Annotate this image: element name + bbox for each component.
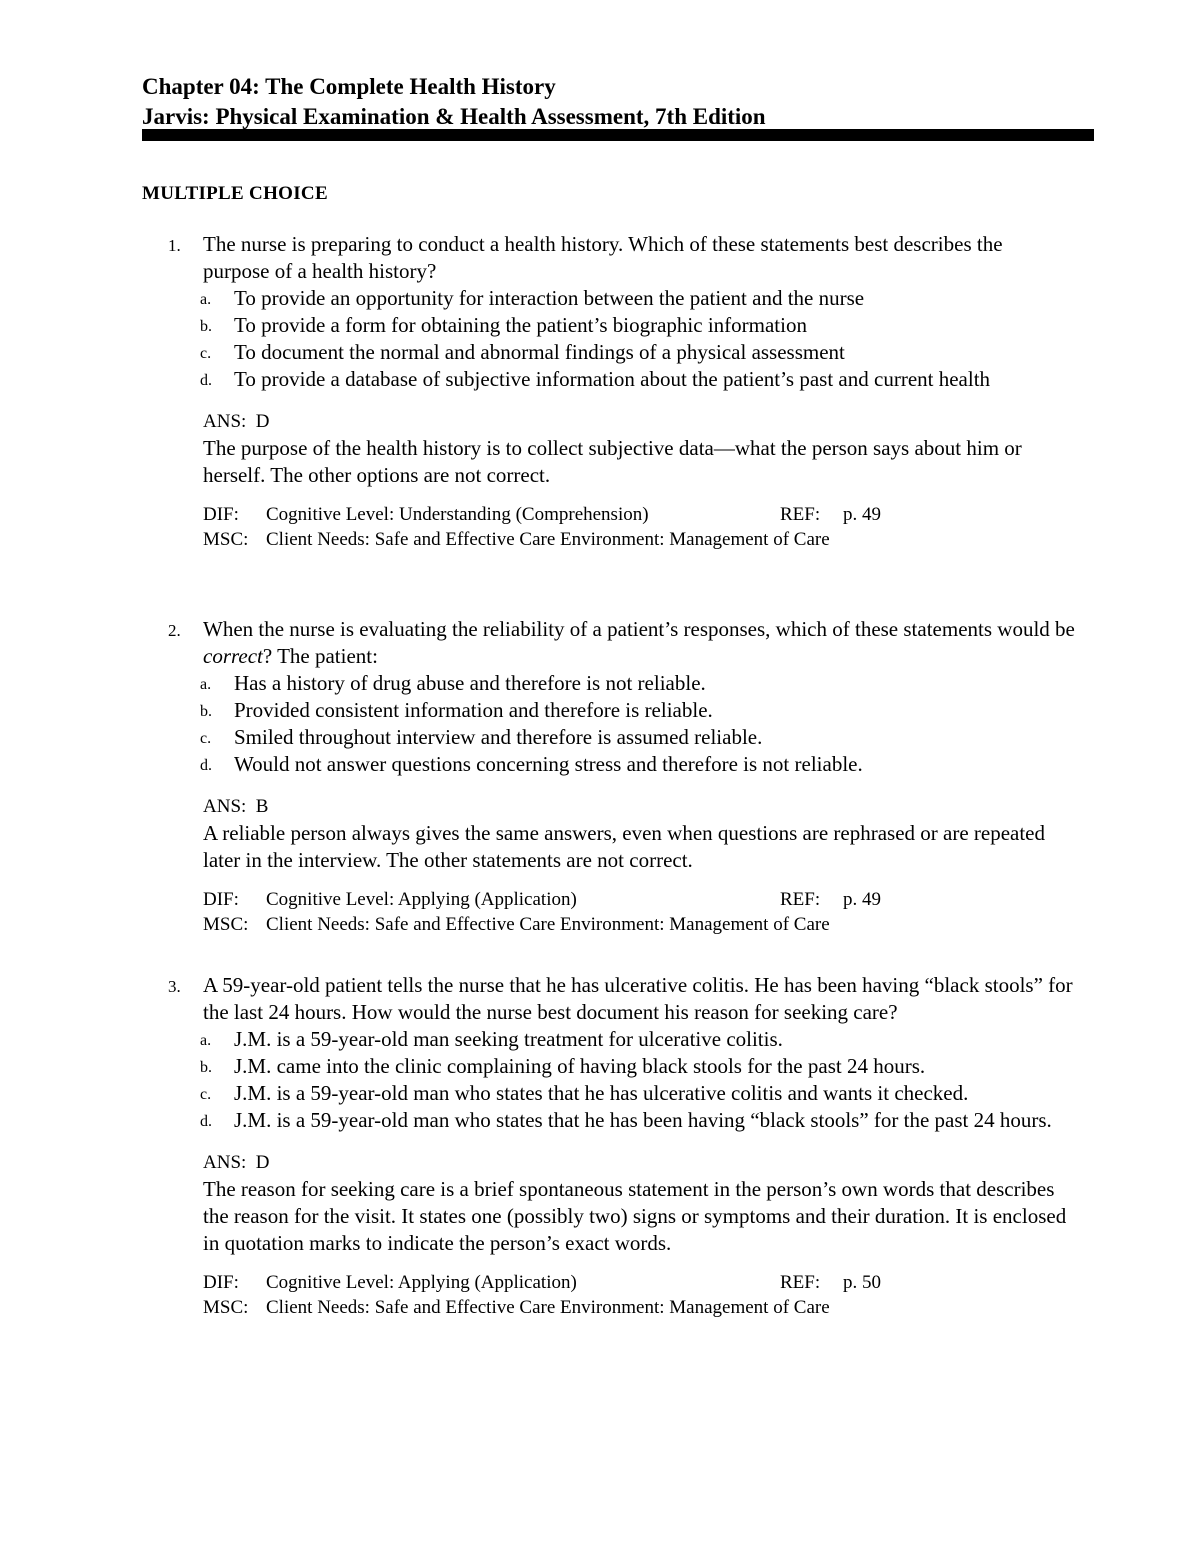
option-c: [142, 1080, 974, 1107]
option-letter: c.: [200, 345, 212, 362]
option-text: J.M. is a 59-year-old man seeking treatment for ulcerative colitis.: [234, 1027, 783, 1051]
option-text: To provide a database of subjective information about the patient’s past and current health: [234, 367, 991, 391]
option-letter: c.: [200, 1086, 212, 1103]
question-text: The nurse is preparing to conduct a health history. Which of these statements best describes the purpose of a health history?: [203, 232, 1003, 283]
answer-label: ANS:: [203, 1152, 247, 1173]
question-text-end: ? The patient:: [262, 644, 378, 668]
question-1: [142, 231, 1102, 552]
question-text-emphasis: correct: [203, 644, 263, 668]
section-title: MULTIPLE CHOICE: [142, 183, 328, 204]
option-letter: a.: [200, 676, 212, 693]
option-letter: d.: [200, 1113, 212, 1130]
option-text: J.M. is a 59-year-old man who states that he has ulcerative colitis and wants it checked.: [234, 1081, 969, 1105]
question-text: A 59-year-old patient tells the nurse that he has ulcerative colitis. He has been having “black stools” for the last 24 hours. How would the nurse best document his reason for seeking care?: [203, 973, 1073, 1024]
ref-value: p. 49: [843, 504, 881, 525]
answer-line: [142, 1149, 1102, 1176]
option-a: [142, 1026, 1102, 1053]
options-list: [142, 1026, 1102, 1134]
option-text: J.M. came into the clinic complaining of having black stools for the past 24 hours.: [234, 1054, 926, 1078]
option-letter: a.: [200, 291, 212, 308]
msc-value: Client Needs: Safe and Effective Care Environment: Management of Care: [266, 529, 830, 550]
option-c: [142, 724, 1102, 751]
option-text: Provided consistent information and therefore is reliable.: [234, 698, 713, 722]
answer-label: ANS:: [203, 796, 247, 817]
option-letter: d.: [200, 372, 212, 389]
ref-label: REF:: [780, 504, 821, 525]
chapter-title: Chapter 04: The Complete Health History: [142, 74, 556, 99]
header-rule: [142, 129, 1094, 141]
question-number: 3.: [168, 977, 181, 996]
ref-value: p. 49: [843, 889, 881, 910]
option-letter: d.: [200, 757, 212, 774]
msc-value: Client Needs: Safe and Effective Care Environment: Management of Care: [266, 1297, 830, 1318]
rationale: A reliable person always gives the same answers, even when questions are rephrased or are repeated later in the interview. The other statements are not correct.: [203, 821, 1045, 872]
answer-line: [142, 793, 1102, 820]
option-letter: b.: [200, 703, 212, 720]
dif-value: Cognitive Level: Applying (Application): [266, 1272, 577, 1293]
option-text: To document the normal and abnormal findings of a physical assessment: [234, 340, 845, 364]
ref-value: p. 50: [843, 1272, 881, 1293]
option-text: Has a history of drug abuse and therefore is not reliable.: [234, 671, 706, 695]
dif-value: Cognitive Level: Understanding (Comprehension): [266, 504, 649, 525]
question-3: [142, 972, 1102, 1320]
question-stem: [142, 972, 1102, 1026]
options-list: [142, 285, 1102, 393]
option-text: J.M. is a 59-year-old man who states that he has been having “black stools” for the past 24 hours.: [234, 1108, 1052, 1132]
option-d: [142, 1107, 1054, 1134]
book-title: Jarvis: Physical Examination & Health Assessment, 7th Edition: [142, 104, 766, 129]
option-b: [142, 1053, 1102, 1080]
msc-label: MSC:: [203, 1297, 249, 1318]
question-stem: [142, 616, 1102, 670]
dif-label: DIF:: [203, 504, 239, 525]
question-meta: [142, 1270, 1102, 1320]
answer-value: B: [255, 796, 269, 817]
rationale: The reason for seeking care is a brief spontaneous statement in the person’s own words that describes the reason for the visit. It states one (possibly two) signs or symptoms and their duration. It is enclosed in quotation marks to indicate the person’s exact words.: [203, 1177, 1067, 1255]
question-number: 2.: [168, 621, 181, 640]
answer-value: D: [255, 1152, 270, 1173]
answer-label: ANS:: [203, 411, 247, 432]
question-text-start: When the nurse is evaluating the reliability of a patient’s responses, which of these statements would be: [203, 617, 1075, 641]
option-text: To provide a form for obtaining the patient’s biographic information: [234, 313, 807, 337]
ref-label: REF:: [780, 889, 821, 910]
option-letter: b.: [200, 318, 212, 335]
option-letter: a.: [200, 1032, 212, 1049]
question-stem: [142, 231, 1073, 285]
option-letter: b.: [200, 1059, 212, 1076]
msc-label: MSC:: [203, 529, 249, 550]
option-b: [142, 312, 1102, 339]
question-number: 1.: [168, 236, 181, 255]
msc-value: Client Needs: Safe and Effective Care Environment: Management of Care: [266, 914, 830, 935]
option-text: To provide an opportunity for interaction between the patient and the nurse: [234, 286, 865, 310]
answer-value: D: [255, 411, 270, 432]
option-d: [142, 751, 1102, 778]
question-meta: [142, 887, 1102, 937]
dif-label: DIF:: [203, 889, 239, 910]
rationale: The purpose of the health history is to collect subjective data—what the person says about him or herself. The other options are not correct.: [203, 436, 1022, 487]
option-text: Would not answer questions concerning stress and therefore is not reliable.: [234, 752, 863, 776]
options-list: [142, 670, 1102, 778]
answer-line: [142, 408, 1102, 435]
option-a: [142, 670, 1102, 697]
ref-label: REF:: [780, 1272, 821, 1293]
question-meta: [142, 502, 1102, 552]
dif-value: Cognitive Level: Applying (Application): [266, 889, 577, 910]
option-a: [142, 285, 1102, 312]
question-2: [142, 616, 1102, 937]
option-text: Smiled throughout interview and therefore is assumed reliable.: [234, 725, 763, 749]
msc-label: MSC:: [203, 914, 249, 935]
dif-label: DIF:: [203, 1272, 239, 1293]
option-letter: c.: [200, 730, 212, 747]
option-c: [142, 339, 1102, 366]
option-b: [142, 697, 1102, 724]
option-d: [142, 366, 1004, 393]
